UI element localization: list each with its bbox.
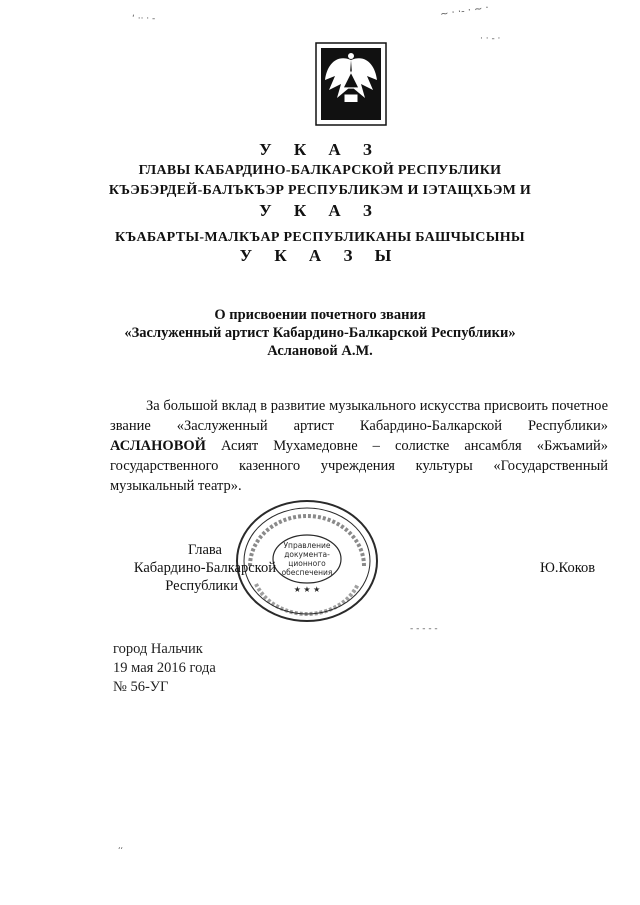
header-line-kbd: КЪЭБЭРДЕЙ-БАЛЪКЪЭР РЕСПУБЛИКЭМ И ІЭТАЩХЬЭМ И: [108, 183, 532, 198]
decree-date: 19 мая 2016 года: [113, 660, 216, 676]
scan-mark: ‘‘: [118, 846, 124, 855]
coat-of-arms-emblem: [315, 42, 387, 126]
signatory-title-line: Республики: [165, 578, 238, 594]
subject-line: «Заслуженный артист Кабардино-Балкарской Республики»: [124, 325, 516, 341]
signer-name: Ю.Коков: [540, 560, 596, 576]
decree-title-ru: У К А З: [259, 140, 381, 159]
seal-center-text: ционного: [288, 559, 326, 568]
decree-title-krc: У К А З Ы: [239, 246, 401, 265]
scan-mark: ‘ ·· · -: [132, 14, 156, 24]
signatory-title-line: Глава: [187, 542, 222, 558]
seal-center-text: Управление: [283, 541, 331, 550]
awardee-surname: АСЛАНОВОЙ: [110, 438, 206, 454]
seal-center-text: документа-: [284, 550, 330, 559]
decree-number: № 56-УГ: [113, 679, 169, 695]
header-line-krc: КЪАБАРТЫ-МАЛКЪАР РЕСПУБЛИКАНЫ БАШЧЫСЫНЫ: [115, 230, 525, 245]
header-line-ru: ГЛАВЫ КАБАРДИНО-БАЛКАРСКОЙ РЕСПУБЛИКИ: [138, 163, 502, 178]
decree-title-kbd: У К А З: [259, 201, 381, 220]
decree-footer: [113, 640, 216, 697]
body-text: Асият Мухамедовне – солистке ансамбля «Бжъамий» государственного казенного учреждения культуры «Государственный музыкальный театр».: [110, 438, 608, 494]
decree-body: [110, 396, 608, 496]
scan-mark: ‐ ‐ ‐ ‐ ‐: [410, 624, 438, 634]
handwritten-note: ~ · ·‐ · ~ ·: [439, 2, 490, 21]
subject-line: Аслановой А.М.: [267, 343, 373, 359]
city: город Нальчик: [113, 641, 203, 657]
handwritten-note: · · ‐ ·: [480, 34, 501, 44]
svg-text:★ ★ ★: ★ ★ ★: [293, 585, 321, 594]
signatory-title: [110, 541, 276, 595]
subject-line: О присвоении почетного звания: [214, 307, 426, 323]
seal-center-text: обеспечения: [281, 568, 333, 577]
signatory-title-line: Кабардино-Балкарской: [133, 560, 276, 576]
body-text: За большой вклад в развитие музыкального искусства присвоить почетное звание «Заслуженный артист Кабардино-Балкарской Республики»: [110, 398, 608, 434]
